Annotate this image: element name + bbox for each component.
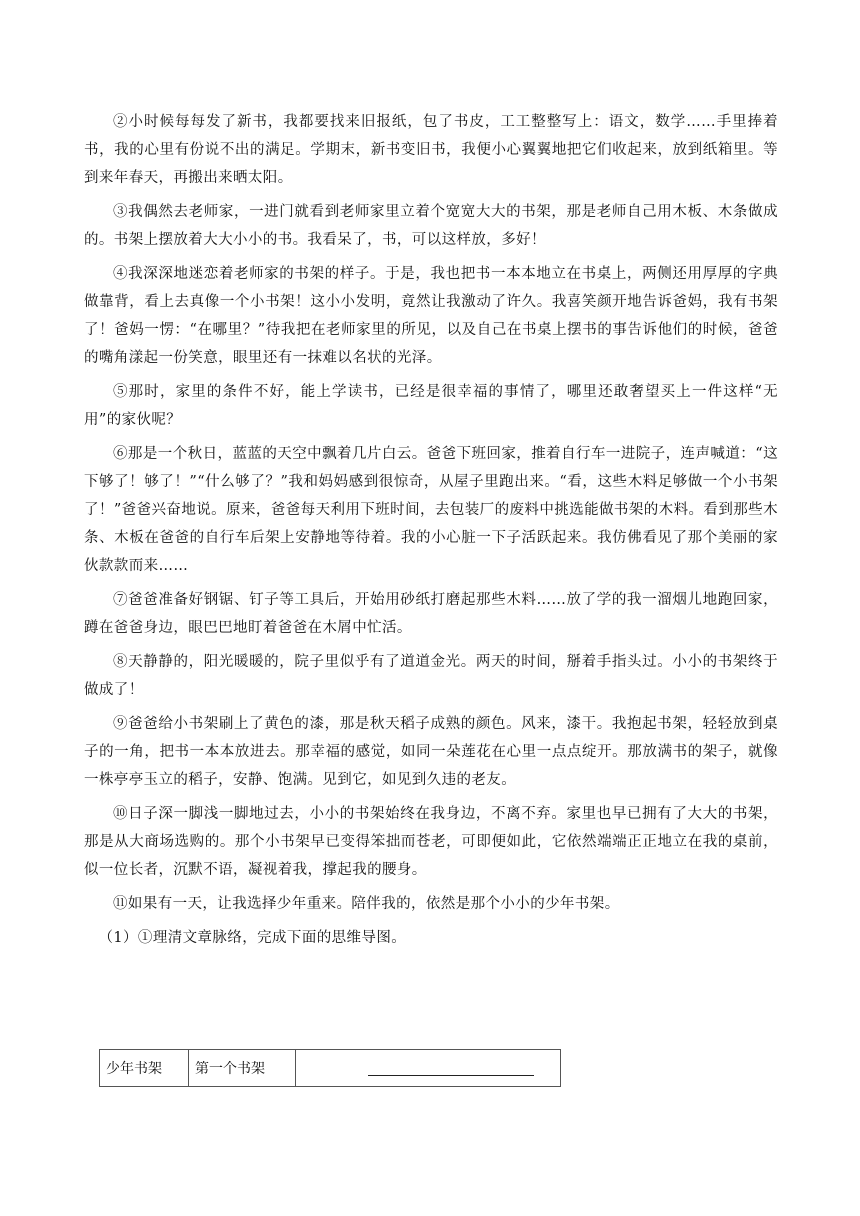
mind-map-table bbox=[99, 1049, 561, 1087]
article-body bbox=[84, 108, 778, 952]
mind-map-first-shelf-cell: 第一个书架 bbox=[189, 1050, 296, 1087]
paragraph-2: ②小时候每每发了新书，我都要找来旧报纸，包了书皮，工工整整写上：语文，数学……手里捧着书，我的心里有份说不出的满足。学期末，新书变旧书，我便小心翼翼地把它们收起来，放到纸箱里。等到来年春天，再搬出来晒太阳。 bbox=[84, 114, 778, 186]
paragraph-10: ⑩日子深一脚浅一脚地过去，小小的书架始终在我身边，不离不弃。家里也早已拥有了大大的书架，那是从大商场选购的。那个小书架早已变得笨拙而苍老，可即便如此，它依然端端正正地立在我的桌前，似一位长者，沉默不语，凝视着我，撑起我的腰身。 bbox=[84, 806, 778, 878]
paragraph-11: ⑪如果有一天，让我选择少年重来。陪伴我的，依然是那个小小的少年书架。 bbox=[113, 896, 620, 912]
question-1-prompt: （1）①理清文章脉络，完成下面的思维导图。 bbox=[98, 930, 407, 946]
paragraph-5: ⑤那时，家里的条件不好，能上学读书，已经是很幸福的事情了，哪里还敢奢望买上一件这样“无用”的家伙呢？ bbox=[84, 384, 778, 428]
paragraph-8: ⑧天静静的，阳光暖暖的，院子里似乎有了道道金光。两天的时间，掰着手指头过。小小的书架终于做成了！ bbox=[84, 654, 778, 698]
mind-map-answer-cell[interactable] bbox=[296, 1050, 561, 1087]
paragraph-9: ⑨爸爸给小书架刷上了黄色的漆，那是秋天稻子成熟的颜色。风来，漆干。我抱起书架，轻轻放到桌子的一角，把书一本本放进去。那幸福的感觉，如同一朵莲花在心里一点点绽开。那放满书的架子，就像一株亭亭玉立的稻子，安静、饱满。见到它，如见到久违的老友。 bbox=[84, 716, 778, 788]
mind-map-row bbox=[100, 1050, 561, 1087]
answer-blank-line[interactable] bbox=[368, 1075, 534, 1076]
paragraph-3: ③我偶然去老师家，一进门就看到老师家里立着个宽宽大大的书架，那是老师自己用木板、木条做成的。书架上摆放着大大小小的书。我看呆了，书，可以这样放，多好！ bbox=[84, 204, 778, 248]
paragraph-4: ④我深深地迷恋着老师家的书架的样子。于是，我也把书一本本地立在书桌上，两侧还用厚厚的字典做靠背，看上去真像一个小书架！这小小发明，竟然让我激动了许久。我喜笑颜开地告诉爸妈，我有书架了！爸妈一愣：“在哪里？”待我把在老师家里的所见，以及自己在书桌上摆书的事告诉他们的时候，爸爸的嘴角漾起一份笑意，眼里还有一抹难以名状的光泽。 bbox=[84, 266, 778, 366]
paragraph-6: ⑥那是一个秋日，蓝蓝的天空中飘着几片白云。爸爸下班回家，推着自行车一进院子，连声喊道：“这下够了！够了！”“什么够了？”我和妈妈感到很惊奇，从屋子里跑出来。“看，这些木料足够做一个小书架了！”爸爸兴奋地说。原来，爸爸每天利用下班时间，去包装厂的废料中挑选能做书架的木料。看到那些木条、木板在爸爸的自行车后架上安静地等待着。我的小心脏一下子活跃起来。我仿佛看见了那个美丽的家伙款款而来…… bbox=[84, 446, 778, 574]
paragraph-7: ⑦爸爸准备好钢锯、钉子等工具后，开始用砂纸打磨起那些木料……放了学的我一溜烟儿地跑回家，蹲在爸爸身边，眼巴巴地盯着爸爸在木屑中忙活。 bbox=[84, 592, 778, 636]
mind-map-root-cell: 少年书架 bbox=[100, 1050, 189, 1087]
